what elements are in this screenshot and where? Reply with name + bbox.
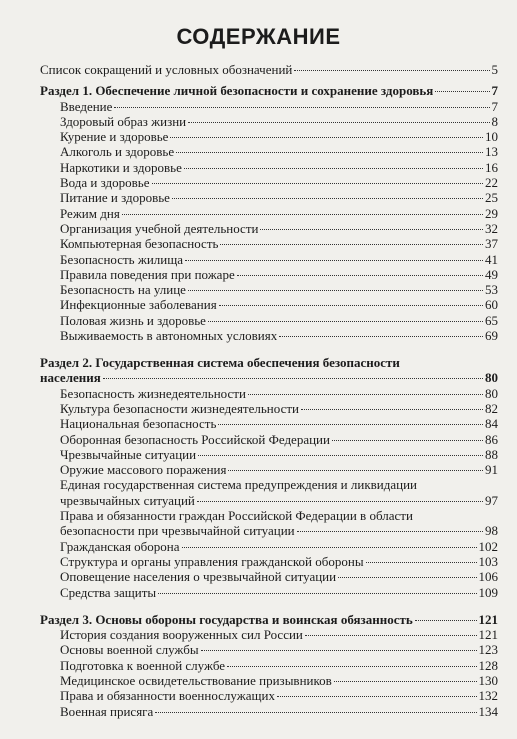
- toc-entry: [40, 642, 498, 657]
- toc-entry: [40, 267, 498, 282]
- toc-entry-page: 80: [485, 385, 498, 401]
- toc-entry: [40, 282, 498, 297]
- toc-entry-label: Правила поведения при пожаре: [60, 266, 235, 282]
- section-label: Раздел 1. Обеспечение личной безопасности и сохранение здоровья: [40, 83, 434, 99]
- toc-entry-label: Гражданская оборона: [60, 538, 180, 554]
- toc-entry: [40, 190, 498, 205]
- section-page: 80: [485, 370, 498, 386]
- toc-entry-page: 82: [485, 400, 498, 416]
- toc-entry-label: Военная присяга: [60, 703, 154, 719]
- toc-entry-page: 16: [485, 159, 498, 175]
- toc-entry-label: Инфекционные заболевания: [60, 297, 217, 313]
- toc-entry-label: Безопасность жилища: [60, 251, 184, 267]
- toc-entry: [40, 114, 498, 129]
- toc-entry-label: Введение: [60, 98, 113, 114]
- toc-entry: [40, 688, 498, 703]
- toc-entry-label: Оружие массового поражения: [60, 462, 227, 478]
- dot-leader: [301, 409, 483, 410]
- dot-leader: [122, 214, 483, 215]
- dot-leader: [155, 712, 476, 713]
- toc-entry-label: Здоровый образ жизни: [60, 113, 187, 129]
- section-heading-1: [40, 83, 498, 98]
- dot-leader: [415, 620, 477, 621]
- toc-entry-page: 86: [485, 431, 498, 447]
- toc-entry: [40, 99, 498, 114]
- toc-entry-page: 8: [491, 113, 498, 129]
- toc-entry: [40, 386, 498, 401]
- dot-leader: [218, 424, 483, 425]
- dot-leader: [338, 577, 476, 578]
- dot-leader: [188, 290, 483, 291]
- table-of-contents: [40, 62, 498, 719]
- toc-entry-page: 65: [485, 312, 498, 328]
- toc-entry: [40, 206, 498, 221]
- toc-entry-label: Основы военной службы: [60, 642, 199, 658]
- dot-leader: [332, 440, 483, 441]
- dot-leader: [260, 229, 483, 230]
- toc-entry-multiline-2: [40, 523, 498, 538]
- toc-entry: [40, 462, 498, 477]
- toc-entry: [40, 297, 498, 312]
- toc-entry-label: Половая жизнь и здоровье: [60, 312, 206, 328]
- toc-entry-page: 88: [485, 446, 498, 462]
- toc-entry: [40, 129, 498, 144]
- toc-entry: [40, 673, 498, 688]
- dot-leader: [227, 666, 476, 667]
- toc-entry-label: безопасности при чрезвычайной ситуации: [60, 523, 295, 539]
- toc-entry-label: Оборонная безопасность Российской Федерации: [60, 431, 330, 447]
- toc-entry-page: 91: [485, 462, 498, 478]
- toc-entry-label: Национальная безопасность: [60, 416, 217, 432]
- dot-leader: [366, 562, 477, 563]
- toc-entry-page: 123: [478, 642, 498, 658]
- toc-entry-label: чрезвычайных ситуаций: [60, 492, 195, 508]
- toc-entry-page: 10: [485, 129, 498, 145]
- toc-entry-label: Алкоголь и здоровье: [60, 144, 175, 160]
- toc-entry-page: 134: [478, 703, 498, 719]
- toc-entry-label: История создания вооруженных сил России: [60, 627, 303, 643]
- toc-entry-page: 128: [478, 657, 498, 673]
- section-heading-2-line1: Раздел 2. Государственная система обеспечения безопасности: [40, 355, 400, 371]
- toc-entry-label: Структура и органы управления гражданской обороны: [60, 553, 364, 569]
- toc-entry-page: 69: [485, 328, 498, 344]
- toc-entry: [40, 252, 498, 267]
- page-title: СОДЕРЖАНИЕ: [176, 24, 341, 49]
- dot-leader: [220, 244, 483, 245]
- toc-entry: [40, 401, 498, 416]
- dot-leader: [219, 305, 483, 306]
- dot-leader: [334, 681, 477, 682]
- dot-leader: [172, 198, 483, 199]
- dot-leader: [208, 321, 483, 322]
- toc-entry: [40, 221, 498, 236]
- toc-entry-page: 22: [485, 175, 498, 191]
- toc-entry-label: Режим дня: [60, 205, 120, 221]
- toc-entry-page: 32: [485, 220, 498, 236]
- toc-entry: [40, 704, 498, 719]
- toc-entry-label: Курение и здоровье: [60, 129, 169, 145]
- dot-leader: [114, 107, 489, 108]
- toc-entry: [40, 447, 498, 462]
- section-page: 121: [478, 611, 498, 627]
- toc-entry-multiline-1: [40, 493, 498, 508]
- section-2-items-after: [40, 539, 498, 600]
- toc-entry-multiline-1-line1: Единая государственная система предупреждения и ликвидации: [60, 477, 417, 493]
- section-page: 7: [491, 83, 498, 99]
- toc-entry: [40, 658, 498, 673]
- toc-entry-page: 109: [478, 584, 498, 600]
- toc-entry-label: Подготовка к военной службе: [60, 657, 226, 673]
- dot-leader: [228, 470, 483, 471]
- toc-entry: [40, 585, 498, 600]
- dot-leader: [185, 260, 483, 261]
- toc-entry-label: Организация учебной деятельности: [60, 220, 259, 236]
- dot-leader: [279, 336, 483, 337]
- toc-entry-label: Средства защиты: [60, 584, 157, 600]
- section-2-items: [40, 386, 498, 478]
- toc-entry-page: 37: [485, 236, 498, 252]
- toc-entry-label: Выживаемость в автономных условиях: [60, 328, 278, 344]
- toc-entry: [40, 569, 498, 584]
- toc-entry: [40, 313, 498, 328]
- section-heading-2: [40, 370, 498, 385]
- dot-leader: [170, 137, 483, 138]
- toc-entry: [40, 236, 498, 251]
- dot-leader: [201, 650, 477, 651]
- toc-entry-label: Компьютерная безопасность: [60, 236, 219, 252]
- dot-leader: [277, 696, 477, 697]
- section-3-items: [40, 627, 498, 719]
- toc-entry: [40, 328, 498, 343]
- toc-entry-page: 121: [478, 627, 498, 643]
- section-1-items: [40, 99, 498, 344]
- toc-entry-page: 25: [485, 190, 498, 206]
- toc-entry: [40, 539, 498, 554]
- toc-entry-label: Наркотики и здоровье: [60, 159, 182, 175]
- toc-entry: [40, 175, 498, 190]
- toc-entry-page: 98: [485, 523, 498, 539]
- toc-entry: [40, 432, 498, 447]
- toc-entry-label: Чрезвычайные ситуации: [60, 446, 197, 462]
- toc-entry-label: Вода и здоровье: [60, 175, 150, 191]
- dot-leader: [152, 183, 484, 184]
- dot-leader: [294, 70, 489, 71]
- toc-entry-page: 103: [478, 553, 498, 569]
- toc-entry-page: 53: [485, 282, 498, 298]
- toc-entry-page: 84: [485, 416, 498, 432]
- toc-entry-page: 60: [485, 297, 498, 313]
- dot-leader: [103, 378, 483, 379]
- toc-entry-label: Культура безопасности жизнедеятельности: [60, 400, 299, 416]
- toc-entry: [40, 144, 498, 159]
- toc-entry-label: Оповещение населения о чрезвычайной ситуации: [60, 569, 337, 585]
- toc-entry-page: 132: [478, 688, 498, 704]
- toc-entry-page: 5: [491, 62, 498, 77]
- toc-entry-label: Медицинское освидетельствование призывников: [60, 672, 332, 688]
- section-label: Раздел 3. Основы обороны государства и воинская обязанность: [40, 611, 413, 627]
- toc-entry-page: 7: [491, 98, 498, 114]
- toc-entry-label: Список сокращений и условных обозначений: [40, 62, 293, 77]
- toc-entry-page: 49: [485, 266, 498, 282]
- toc-entry: [40, 160, 498, 175]
- dot-leader: [198, 455, 483, 456]
- toc-entry: [40, 416, 498, 431]
- dot-leader: [435, 91, 489, 92]
- toc-entry-page: 97: [485, 492, 498, 508]
- toc-entry-label: Питание и здоровье: [60, 190, 170, 206]
- toc-entry-page: 41: [485, 251, 498, 267]
- toc-entry-page: 130: [478, 672, 498, 688]
- dot-leader: [297, 531, 483, 532]
- toc-entry-label: Права и обязанности военнослужащих: [60, 688, 275, 704]
- dot-leader: [305, 635, 477, 636]
- toc-entry-multiline-2-line1: Права и обязанности граждан Российской Федерации в области: [60, 508, 413, 524]
- dot-leader: [182, 547, 477, 548]
- toc-entry-abbreviations: [40, 62, 498, 77]
- toc-entry: [40, 554, 498, 569]
- dot-leader: [188, 122, 489, 123]
- toc-entry: [40, 627, 498, 642]
- toc-entry-page: 102: [478, 538, 498, 554]
- toc-entry-label: Безопасность жизнедеятельности: [60, 385, 246, 401]
- dot-leader: [184, 168, 483, 169]
- dot-leader: [237, 275, 483, 276]
- toc-entry-page: 13: [485, 144, 498, 160]
- dot-leader: [176, 152, 483, 153]
- dot-leader: [248, 394, 483, 395]
- toc-entry-page: 106: [478, 569, 498, 585]
- dot-leader: [158, 593, 476, 594]
- section-label: населения: [40, 370, 101, 386]
- section-heading-3: [40, 612, 498, 627]
- toc-entry-label: Безопасность на улице: [60, 282, 186, 298]
- toc-entry-page: 29: [485, 205, 498, 221]
- dot-leader: [197, 501, 483, 502]
